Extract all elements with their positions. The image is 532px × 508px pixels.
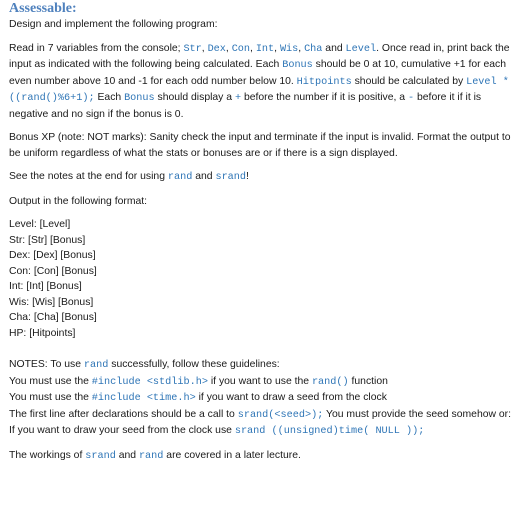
code-level: Level xyxy=(345,43,377,55)
notes-block xyxy=(9,357,522,440)
format-line: Level: [Level] xyxy=(9,219,71,230)
code-plus: + xyxy=(234,93,242,104)
output-format-block xyxy=(9,217,522,341)
code-include-time: #include <time.h> xyxy=(91,393,196,404)
section-heading: Assessable: xyxy=(9,1,77,16)
format-line: HP: [Hitpoints] xyxy=(9,327,76,339)
code-dex: Dex xyxy=(207,43,226,55)
code-srand: srand xyxy=(85,450,116,462)
code-minus: - xyxy=(407,93,415,104)
code-rand: rand xyxy=(83,360,109,371)
code-hitpoints: Hitpoints xyxy=(296,76,352,88)
notes-line: NOTES: To use rand successfully, follow these guidelines: xyxy=(9,359,280,371)
format-line: Wis: [Wis] [Bonus] xyxy=(9,296,94,308)
notes-line: The first line after declarations should be a call to srand(<seed>); You must provide the seed somehow or: xyxy=(9,408,512,421)
code-srand-time: srand ((unsigned)time( NULL )); xyxy=(234,426,425,437)
code-srand-seed: srand(<seed>); xyxy=(237,409,324,421)
code-cha: Cha xyxy=(304,43,323,55)
notes-line: You must use the #include <stdlib.h> if you want to use the rand() function xyxy=(9,375,388,388)
code-rand-function: rand() xyxy=(311,376,349,388)
code-int: Int xyxy=(255,43,275,55)
format-line: Con: [Con] [Bonus] xyxy=(9,265,97,277)
code-str: Str xyxy=(183,43,202,55)
code-wis: Wis xyxy=(279,43,299,55)
notes-line: You must use the #include <time.h> if you want to draw a seed from the clock xyxy=(9,392,387,404)
code-formula: Level * ((rand()%6+1); xyxy=(9,76,509,104)
code-con: Con xyxy=(231,43,251,55)
bonus-xp-paragraph: Bonus XP (note: NOT marks): Sanity check the input and terminate if the input is invalid. Format the output to be uniform regardless of what the stats or bonuses are or if there is a sign displayed. xyxy=(9,132,511,159)
format-line: Dex: [Dex] [Bonus] xyxy=(9,250,96,261)
code-srand: srand xyxy=(215,172,247,183)
format-line: Int: [Int] [Bonus] xyxy=(9,281,82,292)
code-rand: rand xyxy=(138,450,164,462)
notes-line: If you want to draw your seed from the clock use srand ((unsigned)time( NULL )); xyxy=(9,425,425,437)
requirements-paragraph: Read in 7 variables from the console; Str, Dex, Con, Int, Wis, Cha and Level. Once read in, print back the input as indicated with the following being calculated. Each Bonus should be 0 at 10, cumulative +1 for each even number above 10 and -1 for each odd number below 10. Hitpoints should be calculated by Level * ((rand()%6+1); Each Bonus should display a + before the number if it is positive, a - before it if it is negative and no sign if the bonus is 0. xyxy=(9,42,510,120)
format-line: Str: [Str] [Bonus] xyxy=(9,234,86,246)
output-format-intro: Output in the following format: xyxy=(9,195,148,207)
code-bonus: Bonus xyxy=(124,93,155,104)
intro-line: Design and implement the following program: xyxy=(9,19,218,30)
code-bonus: Bonus xyxy=(282,60,313,71)
code-include-stdlib: #include <stdlib.h> xyxy=(91,376,208,388)
code-rand: rand xyxy=(167,172,193,183)
format-line: Cha: [Cha] [Bonus] xyxy=(9,312,97,323)
see-notes-line: See the notes at the end for using rand and srand! xyxy=(9,171,249,183)
final-line: The workings of srand and rand are covered in a later lecture. xyxy=(9,449,301,462)
